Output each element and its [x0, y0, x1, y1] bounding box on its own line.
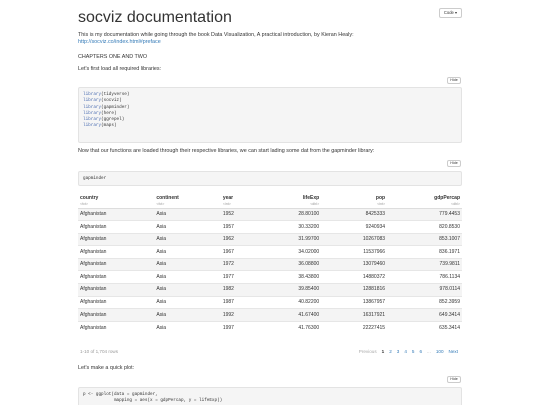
page-button-4[interactable]: 4: [404, 349, 407, 354]
code-dropdown-button[interactable]: Code ▾: [439, 8, 462, 18]
table-row: [78, 271, 462, 284]
table-cell-gdpPercap: 635.3414: [387, 321, 462, 334]
table-cell-continent: Asia: [154, 321, 221, 334]
table-cell-year: 1952: [221, 208, 259, 221]
table-cell-continent: Asia: [154, 296, 221, 309]
table-cell-lifeExp: 40.82200: [259, 296, 321, 309]
code-argument: (gapminder): [101, 104, 130, 110]
table-cell-continent: Asia: [154, 233, 221, 246]
code-function: library: [83, 110, 102, 116]
table-pagination: [78, 348, 462, 356]
hide-code-button[interactable]: Hide: [447, 376, 461, 383]
table-cell-pop: 11537966: [321, 246, 387, 259]
table-cell-gdpPercap: 853.1007: [387, 233, 462, 246]
table-cell-year: 1972: [221, 258, 259, 271]
table-row: [78, 321, 462, 334]
table-cell-country: Afghanistan: [78, 284, 154, 297]
table-cell-country: Afghanistan: [78, 271, 154, 284]
table-cell-year: 1992: [221, 309, 259, 322]
code-argument: (tidyverse): [101, 92, 130, 97]
table-cell-gdpPercap: 978.0114: [387, 284, 462, 297]
table-row: [78, 296, 462, 309]
code-argument: (maps): [101, 123, 117, 129]
pager-ellipsis: ...: [427, 349, 431, 354]
table-cell-year: 1977: [221, 271, 259, 284]
table-cell-country: Afghanistan: [78, 258, 154, 271]
table-row: [78, 233, 462, 246]
table-cell-country: Afghanistan: [78, 321, 154, 334]
table-cell-lifeExp: 34.02000: [259, 246, 321, 259]
table-cell-continent: Asia: [154, 246, 221, 259]
code-function: library: [83, 123, 102, 129]
previous-page-button[interactable]: Previous: [358, 349, 377, 354]
code-argument: (ggrepel): [101, 117, 125, 123]
table-cell-continent: Asia: [154, 221, 221, 234]
intro-text: This is my documentation while going through the book Data Visualization, A practical introduction, by Kieran Healy:: [78, 32, 354, 38]
page-button-100[interactable]: 100: [435, 349, 444, 354]
column-header-pop[interactable]: pop: [375, 195, 386, 202]
table-row: [78, 258, 462, 271]
pager-nav: [359, 349, 458, 355]
chapters-heading: CHAPTERS ONE AND TWO: [78, 54, 148, 60]
table-cell-pop: 22227415: [321, 321, 387, 334]
table-cell-year: 1962: [221, 233, 259, 246]
table-cell-pop: 13079460: [321, 258, 387, 271]
table-cell-year: 1967: [221, 246, 259, 259]
table-cell-pop: 9240934: [321, 221, 387, 234]
table-cell-country: Afghanistan: [78, 221, 154, 234]
table-cell-year: 1987: [221, 296, 259, 309]
table-cell-year: 1957: [221, 221, 259, 234]
table-row: [78, 246, 462, 259]
column-header-year[interactable]: year: [222, 195, 234, 202]
table-cell-lifeExp: 36.08800: [259, 258, 321, 271]
column-type-year: <int>: [221, 202, 259, 208]
table-row: [78, 208, 462, 221]
table-cell-year: 1997: [221, 321, 259, 334]
hide-code-button[interactable]: Hide: [447, 160, 461, 167]
page-title: socviz documentation: [78, 9, 232, 26]
table-cell-year: 1982: [221, 284, 259, 297]
page-button-1[interactable]: 1: [381, 349, 385, 354]
table-cell-gdpPercap: 852.3959: [387, 296, 462, 309]
table-cell-lifeExp: 38.43800: [259, 271, 321, 284]
code-function: library: [83, 117, 102, 123]
preface-link[interactable]: http://socviz.co/index.html#preface: [78, 39, 161, 45]
table-cell-continent: Asia: [154, 284, 221, 297]
table-cell-gdpPercap: 786.1134: [387, 271, 462, 284]
table-cell-pop: 14880372: [321, 271, 387, 284]
table-cell-continent: Asia: [154, 258, 221, 271]
data-table: [78, 195, 462, 334]
after-libraries-text: Now that our functions are loaded through their respective libraries, we can start lading some dat from the gapminder library:: [78, 148, 375, 154]
column-header-continent[interactable]: continent: [156, 195, 179, 202]
table-cell-country: Afghanistan: [78, 208, 154, 221]
table-cell-gdpPercap: 779.4453: [387, 208, 462, 221]
table-cell-gdpPercap: 739.9811: [387, 258, 462, 271]
table-cell-pop: 12881816: [321, 284, 387, 297]
quick-plot-text: Let's make a quick plot:: [78, 365, 135, 371]
code-text: gapminder: [83, 176, 107, 181]
column-header-gdpPercap[interactable]: gdpPercap: [434, 195, 460, 202]
page-button-5[interactable]: 5: [411, 349, 415, 354]
load-libraries-text: Let's first load all required libraries:: [78, 66, 162, 72]
column-type-country: <fct>: [78, 202, 154, 208]
table-cell-pop: 13867957: [321, 296, 387, 309]
code-function: library: [83, 92, 102, 97]
code-function: library: [83, 104, 102, 110]
rows-info: 1-10 of 1,704 rows: [80, 349, 119, 354]
table-row: [78, 309, 462, 322]
table-cell-gdpPercap: 820.8530: [387, 221, 462, 234]
table-cell-lifeExp: 28.80100: [259, 208, 321, 221]
code-line: p <- ggplot(data = gapminder,: [83, 392, 158, 397]
table-cell-continent: Asia: [154, 309, 221, 322]
column-header-country[interactable]: country: [80, 195, 99, 202]
table-body: [78, 208, 462, 334]
table-cell-lifeExp: 31.99700: [259, 233, 321, 246]
code-block-plot: [78, 387, 462, 405]
hide-code-button[interactable]: Hide: [447, 77, 461, 84]
column-type-lifeExp: <dbl>: [259, 202, 321, 208]
code-line: [83, 123, 457, 129]
column-type-continent: <fct>: [154, 202, 221, 208]
table-row: [78, 284, 462, 297]
table-row: [78, 221, 462, 234]
column-type-gdpPercap: <dbl>: [387, 202, 462, 208]
table-cell-country: Afghanistan: [78, 309, 154, 322]
table-cell-gdpPercap: 649.3414: [387, 309, 462, 322]
code-argument: (here): [101, 110, 117, 116]
table-cell-country: Afghanistan: [78, 233, 154, 246]
code-line: mapping = aes(x = gdpPercap, y = lifeExp)): [83, 398, 223, 404]
table-header-row: [78, 195, 462, 202]
table-cell-country: Afghanistan: [78, 246, 154, 259]
column-type-pop: <int>: [321, 202, 387, 208]
table-cell-lifeExp: 41.67400: [259, 309, 321, 322]
table-cell-continent: Asia: [154, 208, 221, 221]
code-argument: (socviz): [101, 98, 122, 104]
table-cell-lifeExp: 30.33200: [259, 221, 321, 234]
page-button-3[interactable]: 3: [396, 349, 400, 354]
table-cell-pop: 8425333: [321, 208, 387, 221]
code-block-libraries: [78, 87, 462, 143]
table-cell-gdpPercap: 836.1971: [387, 246, 462, 259]
table-cell-lifeExp: 41.76300: [259, 321, 321, 334]
table-cell-pop: 16317921: [321, 309, 387, 322]
next-page-button[interactable]: Next: [448, 349, 458, 354]
code-block-gapminder: [78, 171, 462, 186]
table-cell-pop: 10267083: [321, 233, 387, 246]
table-cell-lifeExp: 39.85400: [259, 284, 321, 297]
table-cell-continent: Asia: [154, 271, 221, 284]
column-header-lifeExp[interactable]: lifeExp: [302, 195, 320, 202]
page-button-6[interactable]: 6: [419, 349, 423, 354]
page-button-2[interactable]: 2: [389, 349, 392, 354]
code-function: library: [83, 98, 102, 104]
table-cell-country: Afghanistan: [78, 296, 154, 309]
